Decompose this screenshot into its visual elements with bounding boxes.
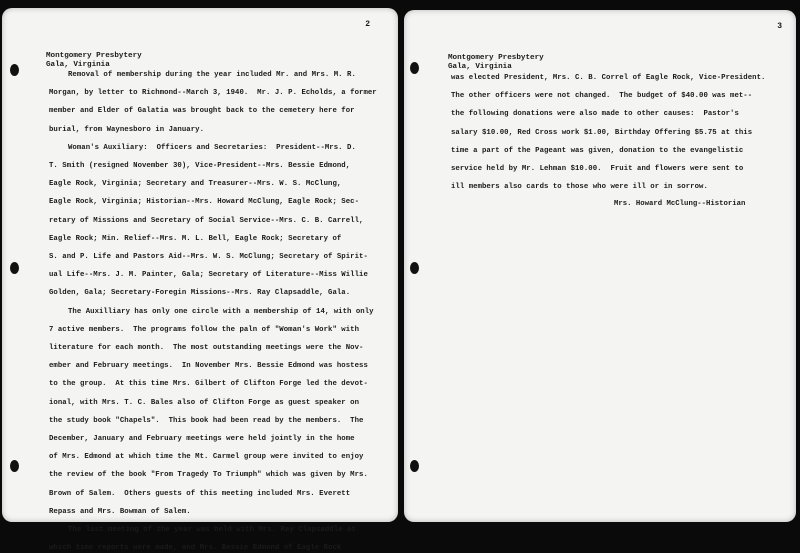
text-line: The other officers were not changed. The budget of $40.00 was met-- bbox=[451, 92, 753, 101]
right-page bbox=[404, 10, 796, 522]
text-line: service held by Mr. Lehman $10.00. Fruit and flowers were sent to bbox=[451, 165, 744, 173]
binder-hole bbox=[410, 460, 419, 472]
text-line: Repass and Mrs. Bowman of Salem. bbox=[49, 507, 191, 516]
text-line: ill members also cards to those who were ill or in sorrow. bbox=[451, 183, 708, 192]
text-line: of Mrs. Edmond at which time the Mt. Carmel group were invited to enjoy bbox=[49, 453, 364, 462]
text-line: the study book "Chapels". This book had been read by the members. The bbox=[49, 416, 364, 425]
document-header bbox=[448, 54, 544, 72]
text-line: which time reports were made, and Mrs. Bessie Edmond of Eagle Rock bbox=[49, 544, 342, 553]
text-line: time a part of the Pageant was given, donation to the evangelistic bbox=[451, 146, 744, 155]
header-presbytery: Montgomery Presbytery bbox=[46, 52, 142, 60]
page-number: 3 bbox=[777, 22, 782, 31]
binder-hole bbox=[410, 62, 419, 74]
text-line: Morgan, by letter to Richmond--March 3, 1940. Mr. J. P. Echolds, a former bbox=[49, 89, 377, 98]
text-line: The Auxilliary has only one circle with a membership of 14, with only bbox=[68, 307, 374, 316]
text-line: Woman's Auxiliary: Officers and Secretaries: President--Mrs. D. bbox=[68, 143, 356, 152]
page-number: 2 bbox=[365, 20, 370, 29]
text-line: burial, from Waynesboro in January. bbox=[49, 125, 205, 134]
text-line: salary $10.00, Red Cross work $1.00, Birthday Offering $5.75 at this bbox=[451, 128, 753, 137]
text-line: Removal of membership during the year included Mr. and Mrs. M. R. bbox=[68, 71, 356, 79]
text-line: the following donations were also made to other causes: Pastor's bbox=[451, 110, 739, 119]
text-line: retary of Missions and Secretary of Social Service--Mrs. C. B. Carrell, bbox=[49, 216, 364, 225]
binder-hole bbox=[10, 460, 19, 472]
header-location: Gala, Virginia bbox=[46, 61, 110, 69]
signature-historian: Mrs. Howard McClung--Historian bbox=[614, 200, 746, 208]
text-line: S. and P. Life and Pastors Aid--Mrs. W. S. McClung; Secretary of Spirit- bbox=[49, 253, 368, 261]
binder-hole bbox=[10, 262, 19, 274]
document-header bbox=[46, 52, 142, 70]
text-line: The last meeting of the year was held with Mrs. Ray Clapsaddle at bbox=[68, 526, 356, 534]
text-line: literature for each month. The most outstanding meetings were the Nov- bbox=[49, 344, 364, 352]
binder-hole bbox=[410, 262, 419, 274]
text-line: ional, with Mrs. T. C. Bales also of Clifton Forge as guest speaker on bbox=[49, 398, 360, 407]
text-line: to the group. At this time Mrs. Gilbert of Clifton Forge led the devot- bbox=[49, 380, 368, 389]
text-line: 7 active members. The programs follow the paln of "Woman's Work" with bbox=[49, 325, 360, 334]
text-line: was elected President, Mrs. C. B. Correl of Eagle Rock, Vice-President. bbox=[451, 74, 766, 82]
header-presbytery: Montgomery Presbytery bbox=[448, 54, 544, 62]
text-line: Eagle Rock; Min. Relief--Mrs. M. L. Bell, Eagle Rock; Secretary of bbox=[49, 234, 342, 243]
text-line: Golden, Gala; Secretary-Foregin Missions--Mrs. Ray Clapsaddle, Gala. bbox=[49, 289, 351, 298]
text-line: Eagle Rock, Virginia; Historian--Mrs. Howard McClung, Eagle Rock; Sec- bbox=[49, 198, 360, 207]
text-line: member and Elder of Galatia was brought back to the cemetery here for bbox=[49, 107, 355, 116]
binder-hole bbox=[10, 64, 19, 76]
text-line: T. Smith (resigned November 30), Vice-President--Mrs. Bessie Edmond, bbox=[49, 162, 351, 170]
text-line: the review of the book "From Tragedy To Triumph" which was given by Mrs. bbox=[49, 471, 368, 480]
text-line: ember and February meetings. In November Mrs. Bessie Edmond was hostess bbox=[49, 362, 368, 371]
text-line: Brown of Salem. Others guests of this meeting included Mrs. Everett bbox=[49, 489, 351, 498]
left-page bbox=[2, 8, 398, 553]
text-line: Eagle Rock, Virginia; Secretary and Treasurer--Mrs. W. S. McClung, bbox=[49, 180, 342, 189]
text-line: December, January and February meetings were held jointly in the home bbox=[49, 435, 355, 443]
header-location: Gala, Virginia bbox=[448, 63, 512, 71]
text-line: ual Life--Mrs. J. M. Painter, Gala; Secretary of Literature--Miss Willie bbox=[49, 271, 368, 280]
